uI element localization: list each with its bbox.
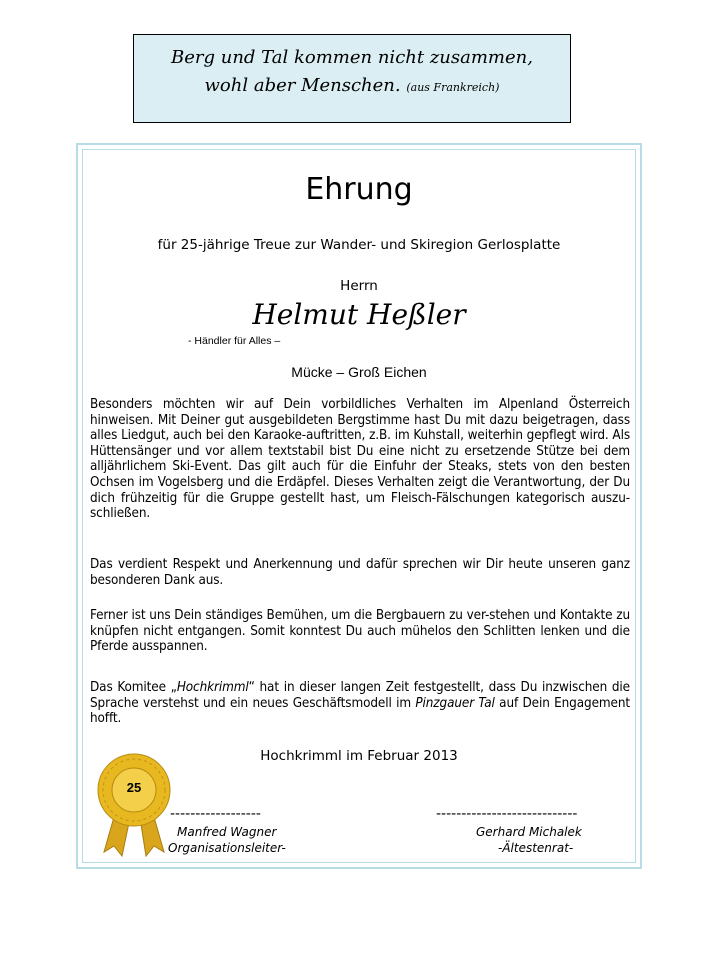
paragraph-2: Das verdient Respekt und Anerkennung und dafür sprechen wir Dir heute unseren ganz besonderen Dank aus. [90,557,630,588]
signature-line-right: ---------------------------- [436,806,578,822]
signer-right-title: -Ältestenrat- [498,841,574,855]
signature-line-left: ------------------ [170,806,261,822]
honoree-name: Helmut Heßler [252,298,466,331]
salutation: Herrn [340,278,378,294]
rosette-badge-icon [94,748,174,858]
paragraph-4-before: Das Komitee „ [90,680,177,695]
paragraph-1: Besonders möchten wir auf Dein vorbildliches Verhalten im Alpenland Österreich hinweisen. Mit Deiner gut ausgebildeten Bergstimme hast Du mit dazu beigetragen, dass alles Liedgut, auch bei den Karaoke-auftritten, z.B. im Kuhstall, weiterhin gepflegt wird. Als Hüttensänger und vor allem textstabil bist Du eine nicht zu ersetzende Stütze bei dem alljährlichem Ski-Event. Das gilt auch für die Einfuhr der Steaks, stets von den besten Ochsen im Vogelsberg und die Erdäpfel. Dieses Verhalten zeigt die Verantwortung, der Du dich frühzeitig für die Gruppe gestellt hast, um Fleisch-Fälschungen kategorisch auszu-schließen. [90,397,630,522]
certificate-title: Ehrung [305,172,413,207]
certificate-subtitle: für 25-jährige Treue zur Wander- und Skiregion Gerlosplatte [157,237,561,253]
quote-line-2 [134,75,570,96]
region-name: Pinzgauer Tal [415,695,495,711]
signer-left-title: Organisationsleiter- [168,841,286,855]
place-date: Hochkrimml im Februar 2013 [260,748,458,764]
signer-right-name: Gerhard Michalek [476,825,582,839]
committee-name: Hochkrimml [176,680,249,695]
paragraph-4-after: auf Dein Engagement hofft. [90,695,630,727]
paragraph-4 [90,680,630,727]
honoree-location: Mücke – Groß Eichen [291,364,427,380]
quote-source: (aus Frankreich) [406,81,500,94]
honoree-role: - Händler für Alles – [188,335,281,347]
paragraph-4-middle: “ hat in dieser langen Zeit festgestellt, dass Du inzwischen die Sprache verstehst und ein neues Geschäftsmodell im [90,680,630,711]
quote-line-1: Berg und Tal kommen nicht zusammen, [171,47,533,68]
quote-box [133,34,571,123]
badge-number: 25 [126,780,142,795]
signer-left-name: Manfred Wagner [177,825,277,839]
quote-line-2-text: wohl aber Menschen. [204,75,401,96]
paragraph-3: Ferner ist uns Dein ständiges Bemühen, um die Bergbauern zu ver-stehen und Kontakte zu knüpfen nicht entgangen. Somit konntest Du auch mühelos den Schlitten lenken und die Pferde ausspannen. [90,608,630,655]
